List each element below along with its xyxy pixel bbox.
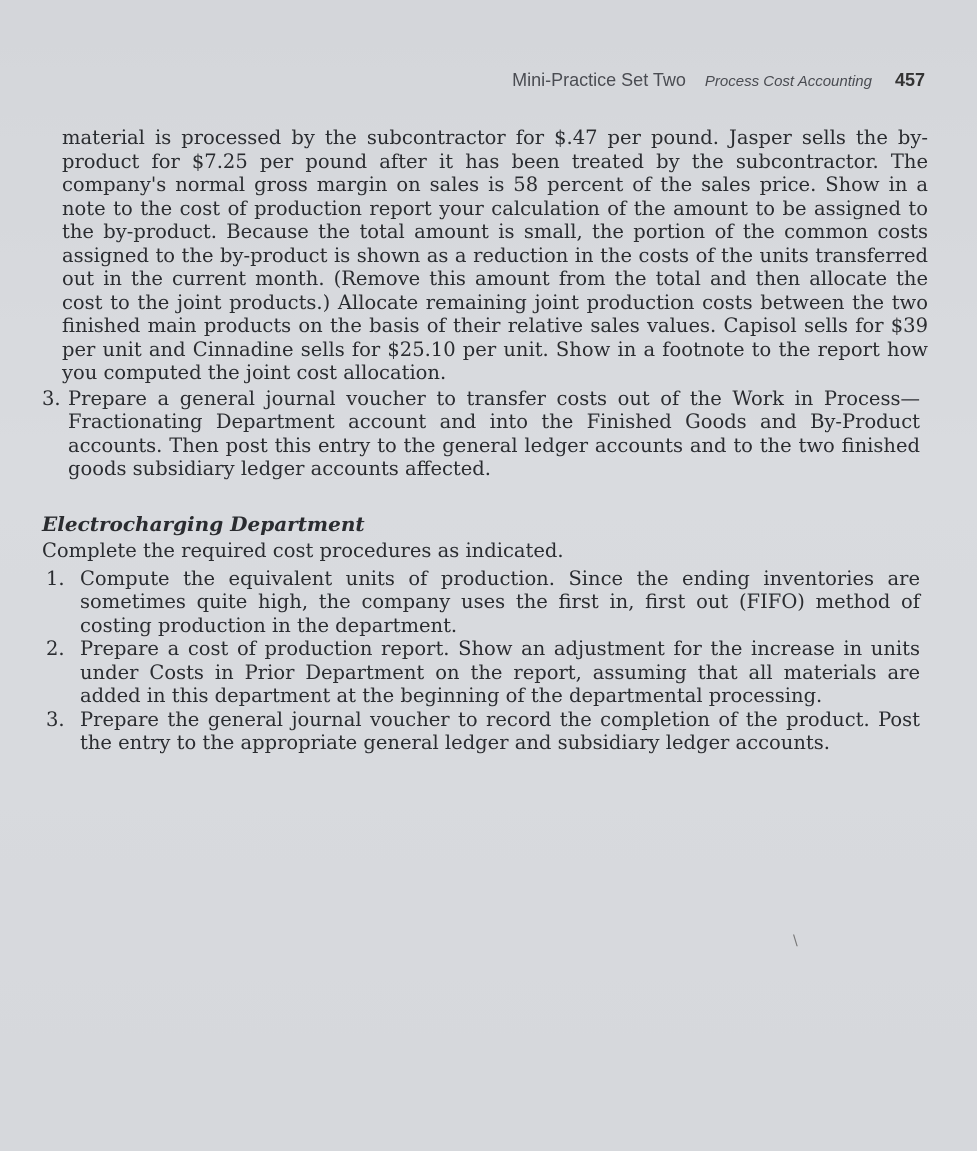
- item-number: 2.: [46, 637, 65, 660]
- page-number: 457: [894, 70, 925, 90]
- list-item: [42, 387, 920, 481]
- electrocharging-steps-list: [42, 567, 920, 755]
- item-number: 3.: [46, 707, 65, 731]
- item-text: Prepare a general journal voucher to transfer costs out of the Work in Process—Fractionating Department account and into the Finished Goods and By-Product accounts. Then post this entry to the general ledger accounts and to the two finished goods subsidiary ledger accounts affected.: [68, 386, 920, 480]
- section-intro: Complete the required cost procedures as indicated.: [42, 539, 564, 562]
- list-item: [46, 567, 920, 638]
- pencil-mark: \: [793, 933, 798, 949]
- list-item: [46, 708, 920, 755]
- fractionating-steps-list: [42, 387, 920, 481]
- intro-paragraph: material is processed by the subcontractor for $.47 per pound. Jasper sells the by-product for $7.25 per pound after it has been treated by the subcontractor. The company's normal gross margin on sales is 58 percent of the sales price. Show in a note to the cost of production report your calculation of the amount to be assigned to the by-product. Because the total amount is small, the portion of the common costs assigned to the by-product is shown as a reduction in the costs of the units transferred out in the current month. (Remove this amount from the total and then allocate the cost to the joint products.) Allocate remaining joint production costs between the two finished main products on the basis of their relative sales values. Capisol sells for $39 per unit and Cinnadine sells for $25.10 per unit. Show in a footnote to the report how you computed the joint cost allocation.: [62, 126, 928, 384]
- list-item: [46, 637, 920, 708]
- page-body: [42, 126, 928, 755]
- header-chapter-title: Process Cost Accounting: [704, 73, 872, 90]
- header-set-title: Mini-Practice Set Two: [512, 70, 686, 90]
- section-title: Electrocharging Department: [42, 511, 365, 536]
- running-header: [512, 70, 925, 91]
- item-text: Prepare the general journal voucher to record the completion of the product. Post the entry to the appropriate general ledger and subsidiary ledger accounts.: [80, 707, 920, 754]
- electrocharging-section: [42, 513, 920, 755]
- item-number: 1.: [46, 566, 65, 590]
- item-text: Compute the equivalent units of production. Since the ending inventories are sometimes quite high, the company uses the first in, first out (FIFO) method of costing production in the department.: [80, 566, 920, 637]
- item-number: 3.: [42, 386, 61, 410]
- item-text: Prepare a cost of production report. Show an adjustment for the increase in units under Costs in Prior Department on the report, assuming that all materials are added in this department at the beginning of the departmental processing.: [80, 637, 920, 707]
